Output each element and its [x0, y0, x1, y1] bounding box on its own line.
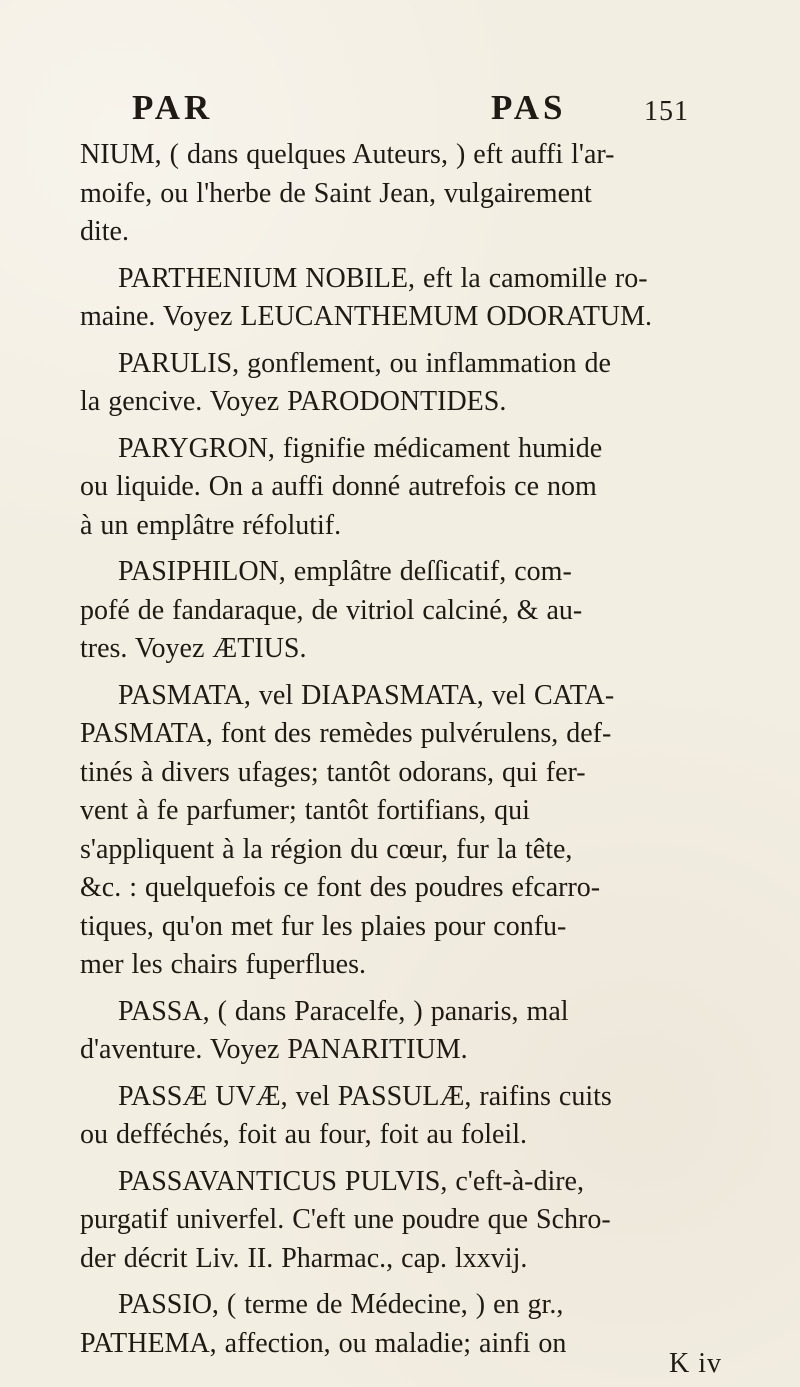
entry-spacer: [80, 545, 755, 553]
entry-line: vent à fe parfumer; tantôt fortifians, qui: [80, 795, 530, 826]
entry-line: PASMATA, font des remèdes pulvérulens, def-: [80, 718, 612, 749]
entry-line: NIUM, ( dans quelques Auteurs, ) eft auffi l'ar-: [80, 139, 615, 170]
entry-line: moife, ou l'herbe de Saint Jean, vulgairement: [80, 177, 592, 209]
entry-line: s'appliquent à la région du cœur, fur la tête,: [80, 833, 573, 865]
entry-passa: [80, 993, 755, 1070]
entry-passae-uvae: [80, 1078, 755, 1155]
entry-line: dite.: [80, 216, 129, 247]
entry-passavanticus: [80, 1163, 755, 1279]
entry-line: tinés à divers ufages; tantôt odorans, qui fer-: [80, 756, 586, 788]
entry-spacer: [80, 1070, 755, 1078]
entry-line: der décrit Liv. II. Pharmac., cap. lxxvij.: [80, 1242, 528, 1274]
entry-line: purgatif univerfel. C'eft une poudre que Schro-: [80, 1204, 611, 1235]
entry-spacer: [80, 252, 755, 260]
entry-line: d'aventure. Voyez PANARITIUM.: [80, 1034, 468, 1065]
entry-line: PATHEMA, affection, ou maladie; ainfi on: [80, 1327, 567, 1359]
entry-parulis: [80, 345, 755, 422]
entry-spacer: [80, 985, 755, 993]
entry-spacer: [80, 422, 755, 430]
entry-line: PASMATA, vel DIAPASMATA, vel CATA-: [118, 679, 615, 711]
entry-line: tiques, qu'on met fur les plaies pour confu-: [80, 910, 567, 942]
entry-line: PASSAVANTICUS PULVIS, c'eft-à-dire,: [118, 1165, 584, 1197]
entry-line: &c. : quelquefois ce font des poudres efcarro-: [80, 872, 601, 903]
entry-line: pofé de fandaraque, de vitriol calciné, & au-: [80, 594, 583, 626]
entry-line: PARULIS, gonflement, ou inflammation de: [118, 347, 611, 379]
entry-spacer: [80, 1155, 755, 1163]
entry-line: à un emplâtre réfolutif.: [80, 509, 342, 541]
running-head-right: PAS: [491, 88, 567, 127]
entry-line: la gencive. Voyez PARODONTIDES.: [80, 386, 507, 417]
entry-line: PASIPHILON, emplâtre deſſicatif, com-: [118, 556, 572, 587]
entry-passio: [80, 1286, 755, 1363]
entry-nium: [80, 136, 755, 252]
entry-line: maine. Voyez LEUCANTHEMUM ODORATUM.: [80, 301, 653, 332]
running-head-left: PAR: [132, 88, 214, 127]
running-head: [0, 88, 800, 128]
entry-parthenium: [80, 260, 755, 337]
page-number: 151: [644, 96, 689, 127]
entry-line: PASSA, ( dans Paracelfe, ) panaris, mal: [118, 995, 569, 1027]
entry-line: mer les chairs fuperflues.: [80, 949, 366, 980]
entry-parygron: [80, 430, 755, 546]
entry-spacer: [80, 1278, 755, 1286]
entry-spacer: [80, 669, 755, 677]
catchword: K iv: [669, 1348, 722, 1379]
entry-pasmata: [80, 677, 755, 985]
entry-line: PARTHENIUM NOBILE, eft la camomille ro-: [118, 262, 648, 294]
entry-pasiphilon: [80, 553, 755, 669]
entry-line: PARYGRON, fignifie médicament humide: [118, 432, 603, 464]
entry-spacer: [80, 337, 755, 345]
entry-line: tres. Voyez ÆTIUS.: [80, 633, 307, 664]
entry-line: PASSIO, ( terme de Médecine, ) en gr.,: [118, 1289, 564, 1320]
entry-line: PASSÆ UVÆ, vel PASSULÆ, raifins cuits: [118, 1080, 612, 1112]
entry-line: ou liquide. On a auffi donné autrefois ce nom: [80, 471, 597, 502]
dictionary-text: [80, 136, 755, 1363]
entry-line: ou defféchés, foit au four, foit au foleil.: [80, 1119, 527, 1150]
